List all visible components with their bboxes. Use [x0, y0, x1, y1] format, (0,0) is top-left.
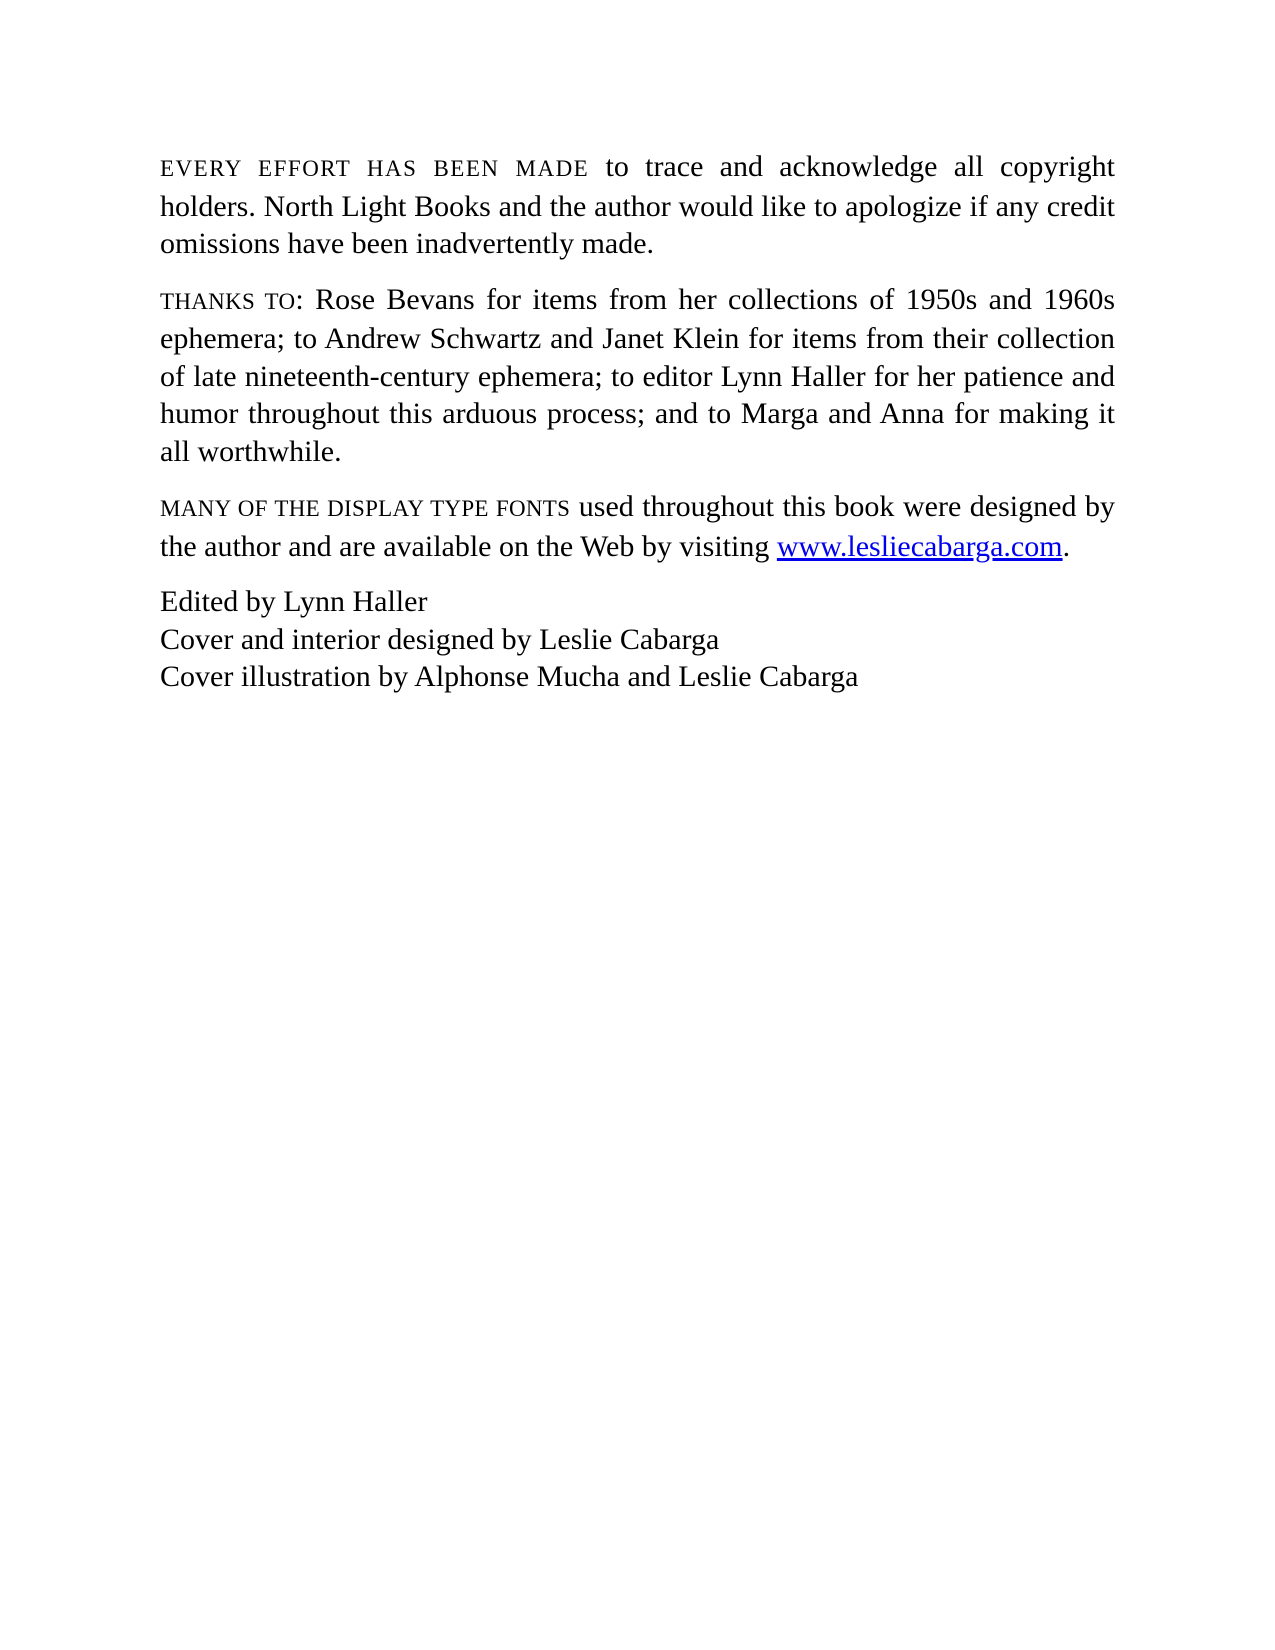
credit-editor: Edited by Lynn Haller — [160, 585, 428, 618]
effort-lead: EVERY EFFORT HAS BEEN MADE — [160, 156, 590, 181]
thanks-text: : Rose Bevans for items from her collections of 1950s and 1960s ephemera; to Andrew Schwartz and Janet Klein for items from their collection of late nineteenth-century ephemera; to editor Lynn Haller for her patience and humor throughout this arduous process; and to Marga and Anna for making it all worthwhile. — [160, 282, 1115, 468]
fonts-lead: MANY OF THE DISPLAY TYPE FONTS — [160, 496, 571, 521]
thanks-paragraph — [160, 281, 1115, 471]
website-link[interactable]: www.lesliecabarga.com — [776, 529, 1063, 563]
thanks-lead: THANKS TO — [160, 288, 296, 314]
credit-designer: Cover and interior designed by Leslie Cabarga — [160, 622, 720, 656]
fonts-trail: . — [1062, 529, 1071, 563]
effort-text: to trace and acknowledge all copyright holders. North Light Books and the author would like to apologize if any credit omissions have been inadvertently made. — [160, 150, 1115, 260]
credit-illustration: Cover illustration by Alphonse Mucha and Leslie Cabarga — [160, 660, 859, 693]
effort-paragraph — [160, 148, 1115, 263]
fonts-text: used throughout this book were designed by the author and are available on the Web by visiting — [160, 490, 1115, 563]
copyright-page — [160, 148, 1115, 696]
fonts-paragraph — [160, 488, 1115, 565]
credits-block — [160, 583, 1115, 696]
